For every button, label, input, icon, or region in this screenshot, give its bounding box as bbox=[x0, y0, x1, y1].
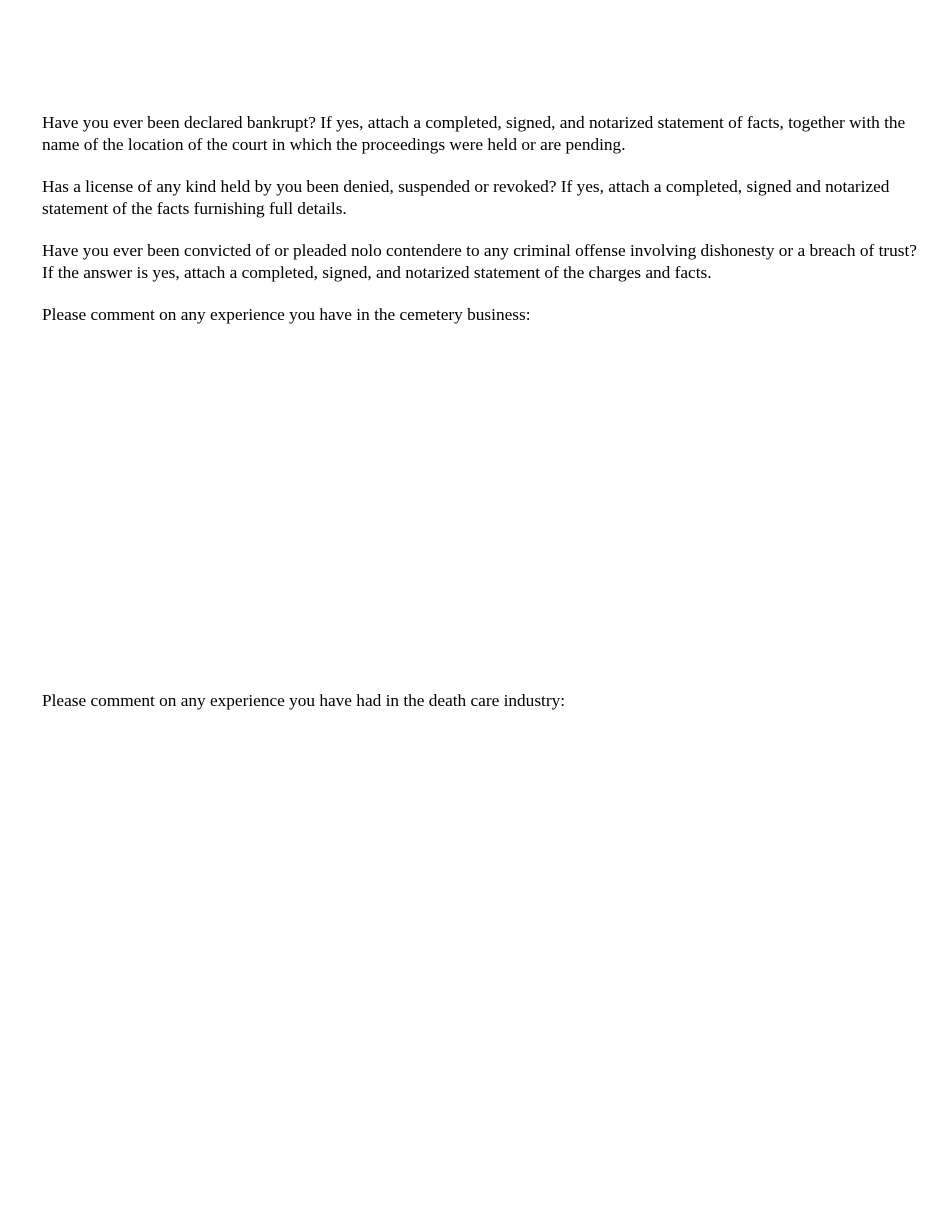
question-death-care-experience: Please comment on any experience you have had in the death care industry: bbox=[42, 691, 566, 710]
question-cemetery-experience: Please comment on any experience you have in the cemetery business: bbox=[42, 305, 531, 324]
death-care-experience-answer-space[interactable] bbox=[42, 718, 927, 1208]
question-bankruptcy: Have you ever been declared bankrupt? If yes, attach a completed, signed, and notarized statement of facts, together with the name of the location of the court in which the proceedings were held or are pending. bbox=[42, 113, 906, 154]
question-criminal-conviction: Have you ever been convicted of or pleaded nolo contendere to any criminal offense involving dishonesty or a breach of trust? If the answer is yes, attach a completed, signed, and notarized statement of the charges and facts. bbox=[42, 241, 917, 282]
question-license-revoked: Has a license of any kind held by you been denied, suspended or revoked? If yes, attach a completed, signed and notarized statement of the facts furnishing full details. bbox=[42, 177, 890, 218]
cemetery-experience-answer-space[interactable] bbox=[42, 332, 927, 682]
